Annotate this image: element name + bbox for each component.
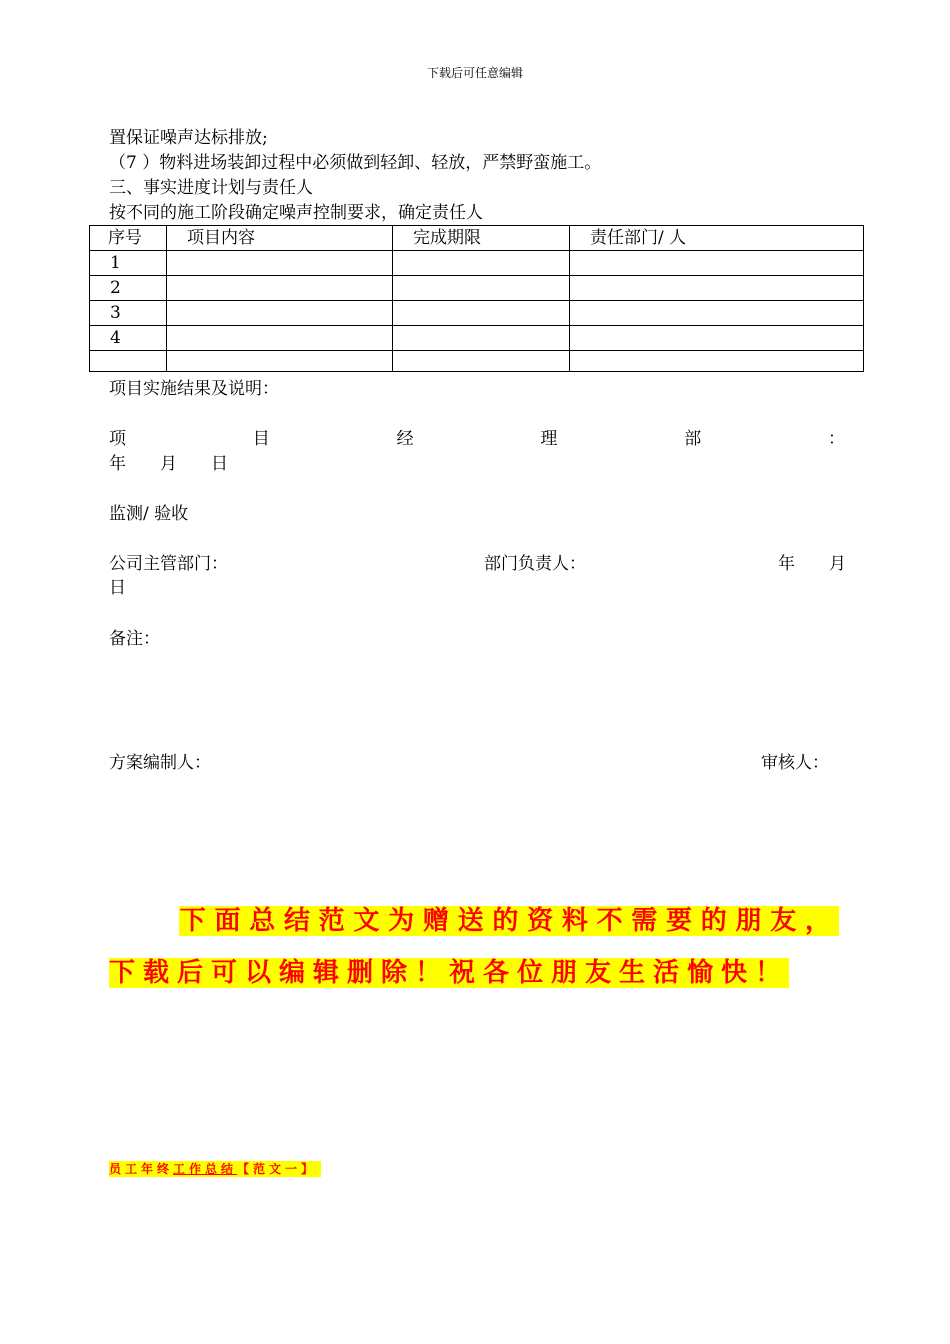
result-label: 项目实施结果及说明： [109, 379, 279, 399]
monitor-acceptance-label: 监测/ 验收 [109, 504, 189, 524]
row-deadline [393, 301, 570, 326]
row-owner [570, 251, 864, 276]
sample-essay-title [109, 1161, 321, 1177]
row-seq: 2 [90, 276, 167, 301]
row-deadline [393, 251, 570, 276]
row-seq: 4 [90, 326, 167, 351]
row-seq: 3 [90, 301, 167, 326]
row-seq [90, 351, 167, 372]
sample-title-part2: 工作总结 [173, 1162, 238, 1176]
dept-head-label: 部门负责人： [484, 554, 586, 574]
row-deadline [393, 276, 570, 301]
page-header: 下载后可任意编辑 [426, 66, 523, 80]
header-cell-seq: 序号 [90, 226, 167, 251]
table-row [90, 251, 864, 276]
manager-char: 部 [684, 429, 702, 449]
section-heading: 三、事实进度计划与责任人 [109, 178, 313, 198]
signoff-day: 日 [109, 578, 126, 598]
promo-text: 下面总结范文为赠送的资料不需要的朋友，下载后可以编辑删除！祝各位朋友生活愉快！ [109, 906, 839, 988]
manager-char: 目 [252, 429, 270, 449]
schedule-table [89, 225, 864, 372]
manager-char: 项 [109, 429, 126, 449]
table-header-row [90, 226, 864, 251]
table-row [90, 351, 864, 372]
manager-char: 经 [396, 429, 414, 449]
row-owner [570, 351, 864, 372]
body-line-2: （7 ）物料进场装卸过程中必须做到轻卸、轻放，严禁野蛮施工。 [109, 153, 602, 173]
row-deadline [393, 326, 570, 351]
manager-signature-line [109, 428, 845, 450]
header-cell-owner: 责任部门/ 人 [570, 226, 864, 251]
row-content [167, 251, 393, 276]
remark-label: 备注： [109, 629, 160, 649]
row-content [167, 276, 393, 301]
row-seq: 1 [90, 251, 167, 276]
row-owner [570, 276, 864, 301]
promo-notice [109, 895, 839, 999]
manager-char: 理 [540, 429, 558, 449]
sample-title-part1: 员工年终 [109, 1162, 174, 1176]
sample-title-part3: 【范文一】 [237, 1162, 318, 1176]
row-content [167, 351, 393, 372]
reviewer-label: 审核人： [761, 753, 829, 773]
table-row [90, 301, 864, 326]
row-deadline [393, 351, 570, 372]
row-content [167, 301, 393, 326]
header-cell-content: 项目内容 [167, 226, 393, 251]
manager-char: ： [827, 429, 845, 449]
table-row [90, 326, 864, 351]
company-dept-label: 公司主管部门： [109, 554, 228, 574]
manager-date-line: 年 月 日 [109, 454, 228, 474]
body-line-1: 置保证噪声达标排放; [109, 128, 268, 148]
row-owner [570, 326, 864, 351]
body-line-4: 按不同的施工阶段确定噪声控制要求，确定责任人 [109, 203, 483, 223]
row-owner [570, 301, 864, 326]
row-content [167, 326, 393, 351]
signoff-year-month: 年 月 [778, 554, 846, 574]
table-row [90, 276, 864, 301]
plan-author-label: 方案编制人： [109, 753, 211, 773]
header-cell-deadline: 完成期限 [393, 226, 570, 251]
